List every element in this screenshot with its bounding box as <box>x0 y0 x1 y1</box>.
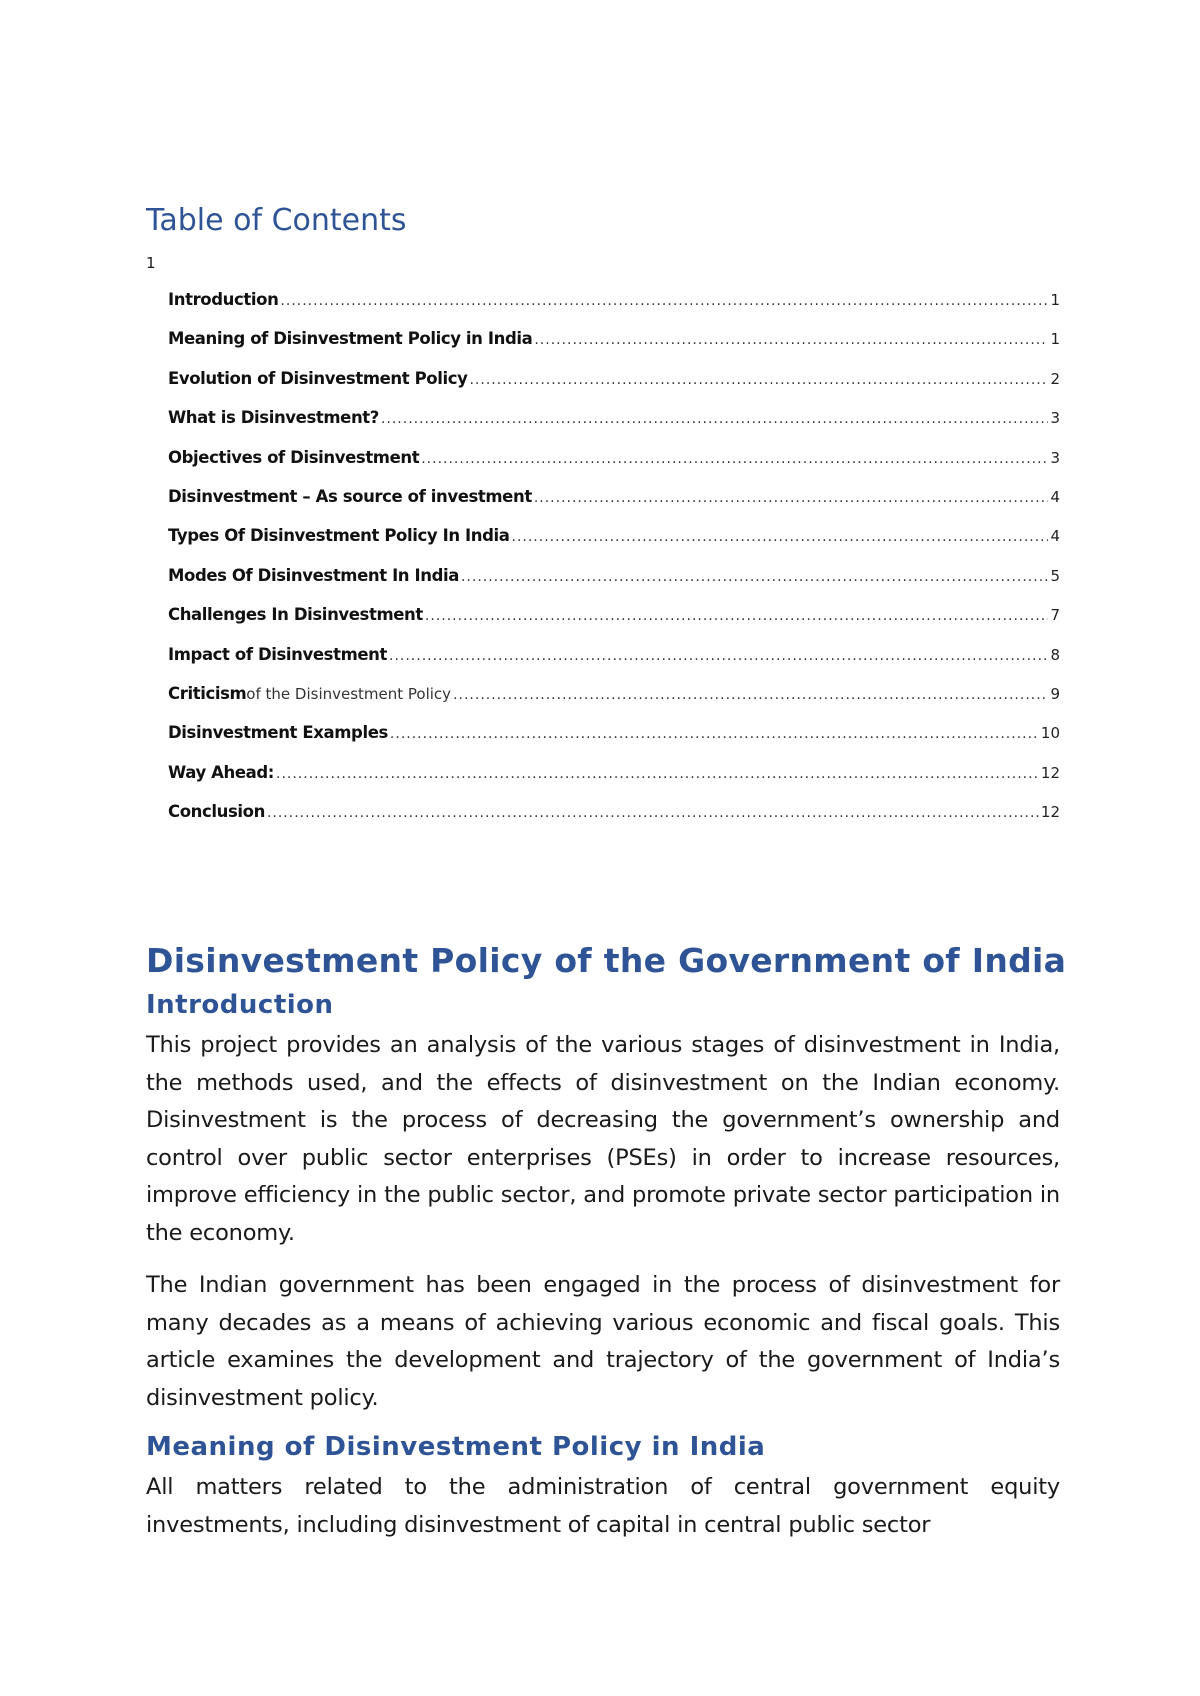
toc-entry-label: Introduction <box>168 290 279 309</box>
toc-entry-meaning[interactable] <box>168 329 1060 368</box>
toc-dot-leader <box>461 567 1048 587</box>
toc-title: Table of Contents <box>146 203 407 238</box>
toc-entry-modes[interactable] <box>168 566 1060 605</box>
toc-entry-page: 7 <box>1050 606 1060 625</box>
toc-dot-leader <box>276 764 1039 784</box>
toc-entry-label: What is Disinvestment? <box>168 408 379 428</box>
toc-number: 1 <box>146 254 156 272</box>
toc-dot-leader <box>381 409 1049 429</box>
toc-entry-source-of-investment[interactable] <box>168 487 1060 526</box>
toc-entry-page: 8 <box>1050 645 1060 664</box>
toc-dot-leader <box>534 330 1048 350</box>
toc-entry-impact[interactable] <box>168 645 1060 684</box>
introduction-paragraph: This project provides an analysis of the various stages of disinvestment in India, the methods used, and the effects of disinvestment on the Indian economy. Disinvestment is the process of decreasing the government’s ownership and control over public sector enterprises (PSEs) in order to increase resources, improve efficiency in the public sector, and promote private sector participation in the economy. <box>146 1032 1060 1246</box>
toc-entry-label: Disinvestment Examples <box>168 723 388 743</box>
toc-entry-objectives[interactable] <box>168 448 1060 487</box>
toc-entry-evolution[interactable] <box>168 369 1060 408</box>
toc-dot-leader <box>469 370 1048 390</box>
toc-entry-conclusion[interactable] <box>168 802 1060 841</box>
toc-entry-page: 12 <box>1040 763 1060 782</box>
toc-entry-page: 5 <box>1050 566 1060 585</box>
toc-entry-label: Conclusion <box>168 802 265 822</box>
toc-entry-page: 3 <box>1050 409 1060 428</box>
toc-entry-label: Objectives of Disinvestment <box>168 447 420 467</box>
toc-entry-label-suffix: of the Disinvestment Policy <box>246 684 452 703</box>
toc-entry-challenges[interactable] <box>168 605 1060 644</box>
toc-entry-page: 12 <box>1040 803 1060 822</box>
toc-entry-page: 9 <box>1050 684 1060 703</box>
toc-dot-leader <box>267 803 1039 823</box>
toc-entry-introduction[interactable] <box>168 290 1060 329</box>
meaning-paragraph: All matters related to the administration of central government equity investments, including disinvestment of capital in central public sector <box>146 1474 1060 1538</box>
toc-entry-examples[interactable] <box>168 723 1060 762</box>
toc-entry-label: Types Of Disinvestment Policy In India <box>168 526 510 546</box>
toc-dot-leader <box>425 606 1049 626</box>
introduction-heading: Introduction <box>146 990 334 1020</box>
toc-dot-leader <box>421 449 1048 469</box>
toc-entry-page: 1 <box>1050 330 1060 349</box>
toc-dot-leader <box>534 488 1049 508</box>
toc-entry-page: 4 <box>1050 487 1060 506</box>
toc-entry-label: Way Ahead: <box>168 762 274 782</box>
toc-entry-page: 10 <box>1040 724 1060 743</box>
toc-entry-criticism[interactable] <box>168 684 1060 723</box>
toc-entry-what-is[interactable] <box>168 408 1060 447</box>
meaning-heading: Meaning of Disinvestment Policy in India <box>146 1432 766 1462</box>
introduction-paragraph: The Indian government has been engaged in the process of disinvestment for many decades as a means of achieving various economic and fiscal goals. This article examines the development and trajectory of the government of India’s disinvestment policy. <box>146 1272 1060 1411</box>
toc-entry-label: Modes Of Disinvestment In India <box>168 565 459 585</box>
toc-entry-way-ahead[interactable] <box>168 763 1060 802</box>
toc-dot-leader <box>512 527 1049 547</box>
toc-entry-label: Criticism <box>168 683 247 703</box>
toc-entry-label: Evolution of Disinvestment Policy <box>168 368 468 388</box>
toc-entry-label: Disinvestment – As source of investment <box>168 486 532 506</box>
toc-dot-leader <box>280 291 1048 311</box>
toc-dot-leader <box>389 646 1048 666</box>
toc-entry-page: 1 <box>1050 291 1060 309</box>
document-title: Disinvestment Policy of the Government of India <box>146 941 1067 980</box>
toc-entry-page: 4 <box>1050 527 1060 546</box>
toc-entry-types[interactable] <box>168 526 1060 565</box>
toc-dot-leader <box>390 724 1039 744</box>
toc-dot-leader <box>453 685 1048 705</box>
toc-entry-label: Challenges In Disinvestment <box>168 605 423 625</box>
toc-list <box>168 290 1060 841</box>
toc-entry-label: Impact of Disinvestment <box>168 644 387 664</box>
toc-entry-page: 3 <box>1050 448 1060 467</box>
toc-entry-label: Meaning of Disinvestment Policy in India <box>168 329 533 349</box>
toc-entry-page: 2 <box>1050 369 1060 388</box>
